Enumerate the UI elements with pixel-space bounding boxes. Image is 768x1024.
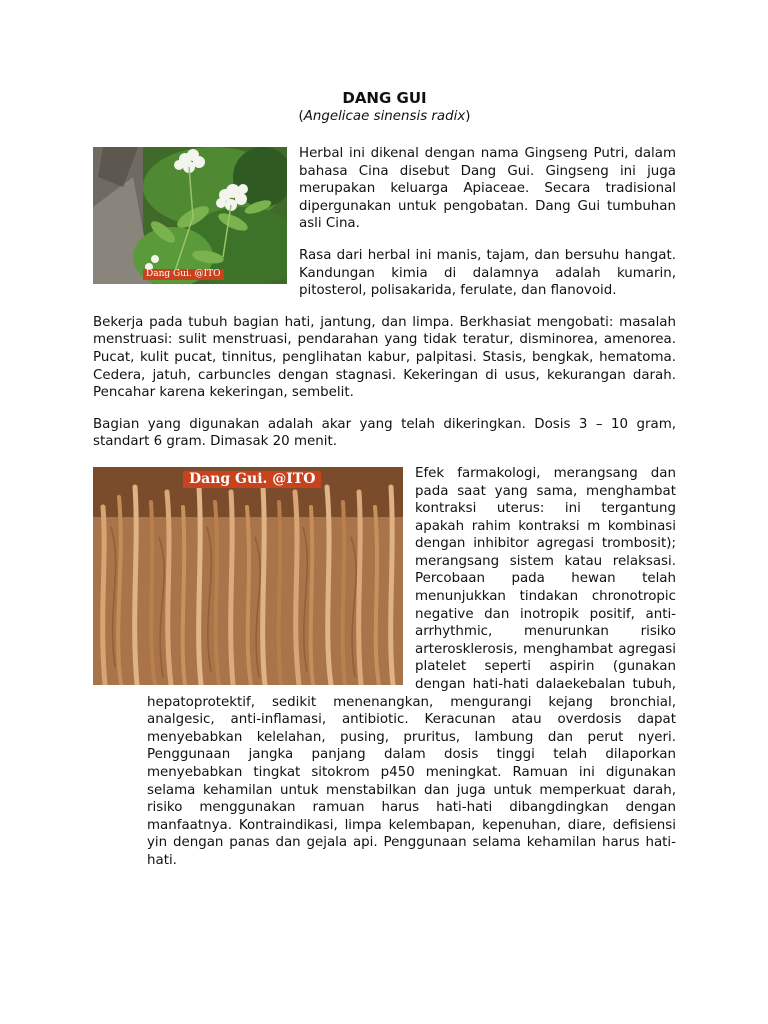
- paragraph-intro: Herbal ini dikenal dengan nama Gingseng Putri, dalam bahasa Cina disebut Dang Gui. Gingseng ini juga merupakan keluarga Apiaceae. Secara tradisional dipergunakan untuk pengobatan. Dang Gui tumbuhan asli Cina.: [299, 146, 676, 232]
- document-page: [93, 88, 676, 884]
- paragraph-dosage: Bagian yang digunakan adalah akar yang telah dikeringkan. Dosis 3 – 10 gram, standart 6 gram. Dimasak 20 menit.: [93, 416, 676, 450]
- root-illustration: [93, 467, 403, 685]
- document-subtitle: [93, 108, 676, 126]
- dang-gui-plant-photo: [93, 147, 287, 284]
- paragraph-pharmacology: Efek farmakologi, merangsang dan pada saat yang sama, menghambat kontraksi uterus: ini tergantung apakah rahim kontraksi m kombinasi dengan inhibitor agregasi trombosit); merangsang sistem katau relaksasi. Percobaan pada hewan telah menunjukkan tindakan chronotropic negative dan inotropik positif, anti-arrhythmic, menurunkan risiko arterosklerosis, menghambat agregasi platelet seperti aspirin (gunakan dengan hati-hati dalaekebalan tubuh, hepatoprotektif, sedikit menenangkan, mengurangi kejang bronchial, analgesic, anti-inflamasi, antibiotic. Keracunan atau overdosis dapat menyebabkan kelelahan, pusing, pruritus, lambung dan perut nyeri. Penggunaan jangka panjang dalam dosis tinggi telah dilaporkan menyebabkan tingkat sitokrom p450 meningkat. Ramuan ini digunakan selama kehamilan untuk menstabilkan dan juga untuk memperkuat darah, risiko menggunakan ramuan harus hati-hati dibangdingkan dengan manfaatnya. Kontraindikasi, limpa kelembapan, kepenuhan, diare, defisiensi yin dengan panas dan gejala api. Penggunaan selama kehamilan harus hati-hati.: [147, 465, 676, 868]
- dang-gui-dried-root-photo: [93, 467, 403, 685]
- plant-photo-watermark: Dang Gui. @ITO: [143, 269, 224, 280]
- latin-name: Angelicae sinensis radix: [303, 109, 466, 124]
- document-title: DANG GUI: [342, 89, 427, 107]
- paragraph-indications: Bekerja pada tubuh bagian hati, jantung, dan limpa. Berkhasiat mengobati: masalah menstruasi: sulit menstruasi, pendarahan yang tidak teratur, disminorea, amenorea. Pucat, kulit pucat, tinnitus, penglihatan kabur, palpitasi. Stasis, bengkak, hematoma. Cedera, jatuh, carbuncles dengan stagnasi. Kekeringan di usus, kekurangan darah. Pencahar karena kekeringan, sembelit.: [93, 314, 676, 401]
- root-photo-watermark: Dang Gui. @ITO: [183, 471, 321, 488]
- subtitle-close-paren: ): [465, 109, 471, 124]
- plant-illustration: [93, 147, 287, 284]
- paragraph-taste: Rasa dari herbal ini manis, tajam, dan bersuhu hangat. Kandungan kimia di dalamnya adalah kumarin, pitosterol, polisakarida, ferulate, dan flanovoid.: [299, 247, 676, 299]
- subtitle-open-paren: (: [298, 109, 304, 124]
